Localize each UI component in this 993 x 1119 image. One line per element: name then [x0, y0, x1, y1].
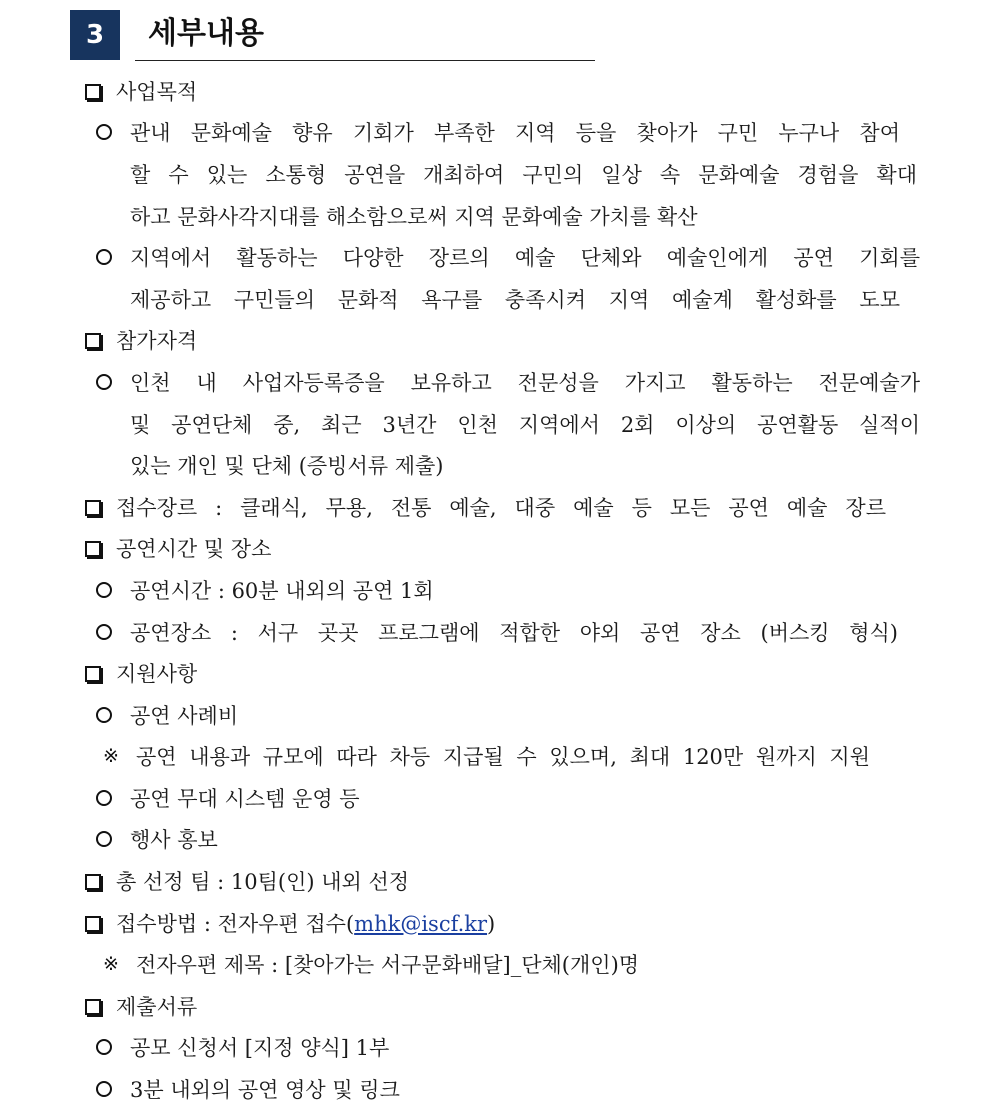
purpose-item-1-line-2 [0, 153, 993, 195]
eligibility-line-2 [0, 403, 993, 445]
circle-bullet-icon [96, 1039, 112, 1055]
time-item [0, 569, 993, 611]
email-subject-note [0, 943, 993, 985]
circle-bullet-icon [96, 582, 112, 598]
circle-bullet-icon [96, 249, 112, 265]
square-bullet-icon [85, 541, 101, 557]
selection-text: 총 선정 팀 : 10팀(인) 내외 선정 [116, 870, 410, 895]
section-item-method [0, 902, 993, 944]
square-bullet-icon [85, 916, 101, 932]
time-text: 공연시간 : 60분 내외의 공연 1회 [130, 578, 434, 603]
reference-mark-icon: ※ [103, 745, 119, 768]
circle-bullet-icon [96, 831, 112, 847]
document-1-text: 공모 신청서 [지정 양식] 1부 [130, 1036, 390, 1061]
purpose-item-1-text-cont: 할 수 있는 소통형 공연을 개최하여 구민의 일상 속 문화예술 경험을 확대 [130, 162, 917, 187]
email-link[interactable]: mhk@iscf.kr [354, 911, 488, 936]
purpose-item-1-line-1 [0, 112, 993, 154]
purpose-item-2-line-1 [0, 236, 993, 278]
eligibility-heading: 참가자격 [116, 329, 198, 354]
documents-heading: 제출서류 [116, 994, 198, 1019]
support-fee-note-text: 공연 내용과 규모에 따라 차등 지급될 수 있으며, 최대 120만 원까지 지원 [136, 745, 870, 770]
purpose-item-2-text-cont: 제공하고 구민들의 문화적 욕구를 충족시켜 지역 예술계 활성화를 도모 [130, 287, 900, 312]
eligibility-text: 인천 내 사업자등록증을 보유하고 전문성을 가지고 활동하는 전문예술가 [130, 370, 920, 395]
eligibility-text-cont: 있는 개인 및 단체 (증빙서류 제출) [130, 454, 444, 479]
purpose-item-1-text-cont: 하고 문화사각지대를 해소함으로써 지역 문화예술 가치를 확산 [130, 204, 698, 229]
method-text [116, 908, 495, 938]
support-fee-text: 공연 사례비 [130, 703, 239, 728]
circle-bullet-icon [96, 1081, 112, 1097]
square-bullet-icon [85, 999, 101, 1015]
support-promo-item [0, 819, 993, 861]
eligibility-line-1 [0, 361, 993, 403]
place-text: 공연장소 : 서구 곳곳 프로그램에 적합한 야외 공연 장소 (버스킹 형식) [130, 620, 898, 645]
support-stage-text: 공연 무대 시스템 운영 등 [130, 786, 360, 811]
purpose-item-2-text: 지역에서 활동하는 다양한 장르의 예술 단체와 예술인에게 공연 기회를 [130, 246, 920, 271]
email-subject-note-text: 전자우편 제목 : [찾아가는 서구문화배달]_단체(개인)명 [136, 953, 640, 978]
place-item [0, 611, 993, 653]
support-fee-item [0, 694, 993, 736]
eligibility-text-cont: 및 공연단체 중, 최근 3년간 인천 지역에서 2회 이상의 공연활동 실적이 [130, 412, 920, 437]
reference-mark-icon: ※ [103, 953, 119, 976]
document-item-2 [0, 1068, 993, 1110]
square-bullet-icon [85, 874, 101, 890]
purpose-heading: 사업목적 [116, 79, 198, 104]
method-suffix: ) [487, 911, 496, 936]
circle-bullet-icon [96, 707, 112, 723]
circle-bullet-icon [96, 790, 112, 806]
square-bullet-icon [85, 500, 101, 516]
document-2-text: 3분 내외의 공연 영상 및 링크 [130, 1078, 400, 1103]
document-body [0, 70, 993, 1110]
circle-bullet-icon [96, 124, 112, 140]
section-number-badge: 3 [70, 10, 120, 60]
eligibility-line-3 [0, 444, 993, 486]
section-item-support [0, 652, 993, 694]
circle-bullet-icon [96, 624, 112, 640]
section-item-eligibility [0, 320, 993, 362]
section-item-purpose [0, 70, 993, 112]
genre-text: 접수장르 : 클래식, 무용, 전통 예술, 대중 예술 등 모든 공연 예술 장르 [116, 495, 886, 520]
section-item-time-place [0, 528, 993, 570]
section-title: 세부내용 [148, 16, 264, 51]
title-underline [135, 60, 595, 61]
section-item-documents [0, 985, 993, 1027]
method-prefix: 접수방법 : 전자우편 접수( [116, 911, 355, 936]
circle-bullet-icon [96, 374, 112, 390]
section-header [0, 0, 993, 70]
square-bullet-icon [85, 666, 101, 682]
square-bullet-icon [85, 333, 101, 349]
support-heading: 지원사항 [116, 662, 198, 687]
document-item-1 [0, 1027, 993, 1069]
purpose-item-2-line-2 [0, 278, 993, 320]
support-promo-text: 행사 홍보 [130, 828, 218, 853]
time-place-heading: 공연시간 및 장소 [116, 537, 272, 562]
support-stage-item [0, 777, 993, 819]
section-item-selection [0, 860, 993, 902]
purpose-item-1-line-3 [0, 195, 993, 237]
section-item-genre [0, 486, 993, 528]
support-fee-note [0, 736, 993, 778]
purpose-item-1-text: 관내 문화예술 향유 기회가 부족한 지역 등을 찾아가 구민 누구나 참여 [130, 121, 900, 146]
square-bullet-icon [85, 84, 101, 100]
